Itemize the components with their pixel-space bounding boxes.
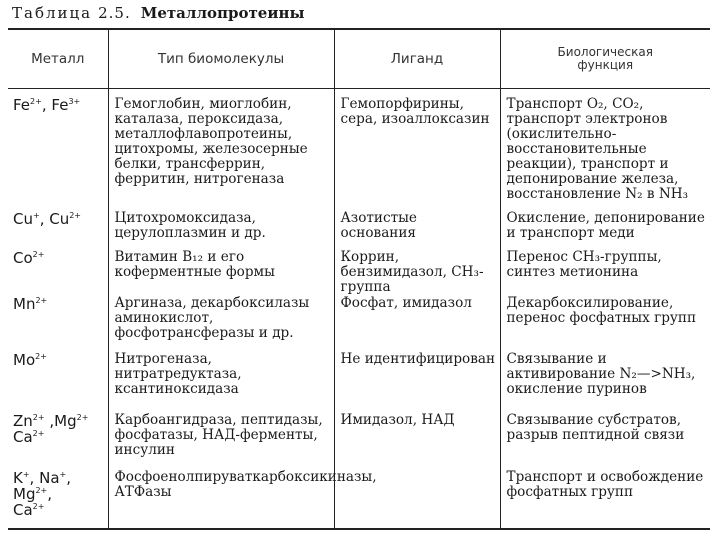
metal-charge: 2+ [35, 486, 48, 495]
metal-charge: 2+ [69, 211, 82, 220]
cell-biomolecule: Фосфоенолпируваткарбоксикиназы, АТФазы [108, 469, 334, 529]
cell-biomolecule: Аргиназа, декарбоксилазы аминокислот, фосфотрансферазы и др. [108, 295, 334, 351]
metal-symbol: Cu [49, 210, 70, 228]
header-row [8, 29, 710, 89]
metal-separator: , [66, 469, 71, 487]
metal-charge: 2+ [32, 250, 45, 259]
metal-symbol: Mg [13, 485, 36, 503]
cell-biomolecule: Нитрогеназа, нитратредуктаза, ксантиноксидаза [108, 351, 334, 412]
cell-function: Транспорт и освобождение фосфатных групп [500, 469, 710, 529]
metal-charge: 2+ [32, 502, 45, 511]
metal-symbol: Mg [54, 412, 77, 430]
metal-symbol: Fe [51, 96, 69, 114]
metal-symbol: Zn [13, 412, 33, 430]
cell-ligand: Азотистые основания [334, 210, 500, 249]
metal-charge: 2+ [35, 296, 48, 305]
cell-function: Связывание субстратов, разрыв пептидной связи [500, 412, 710, 469]
metal-symbol: Mn [13, 295, 36, 313]
metal-ion [49, 210, 81, 228]
metal-ion [51, 96, 80, 114]
cell-ligand: Имидазол, НАД [334, 412, 500, 469]
cell-function: Декарбоксилирование, перенос фосфатных групп [500, 295, 710, 351]
cell-metal [8, 89, 108, 211]
cell-function: Окисление, депонирование и транспорт меди [500, 210, 710, 249]
cell-ligand: Гемопорфирины, сера, изоаллоксазин [334, 89, 500, 211]
metal-ion [13, 295, 47, 313]
metal-charge: 2+ [76, 413, 89, 422]
metal-ion [13, 249, 44, 267]
cell-metal [8, 469, 108, 529]
metal-symbol: Cu [13, 210, 33, 228]
metal-charge: 3+ [68, 97, 81, 106]
header-metal: Металл [8, 29, 108, 89]
caption-prefix: Таблица [12, 4, 93, 22]
table-row [8, 469, 710, 529]
metal-charge: 2+ [32, 413, 45, 422]
cell-function: Транспорт О₂, СО₂, транспорт электронов (окислительно-восстановительные реакции), транспорт и депонирование железа, восстановление N₂ в NH₃ [500, 89, 710, 211]
header-biomolecule-type: Тип биомолекулы [108, 29, 334, 89]
cell-metal [8, 412, 108, 469]
table-row [8, 412, 710, 469]
metal-separator: , [41, 96, 52, 114]
metal-symbol: Fe [13, 96, 31, 114]
cell-ligand: Не идентифицирован [334, 351, 500, 412]
cell-biomolecule: Гемоглобин, миоглобин, каталаза, пероксидаза, металлофлавопротеины, цитохромы, железосерные белки, трансферрин, ферритин, нитрогеназа [108, 89, 334, 211]
cell-biomolecule: Витамин В₁₂ и его коферментные формы [108, 249, 334, 295]
metal-charge: + [59, 470, 67, 479]
metal-ion [13, 351, 47, 369]
metal-ion [54, 412, 88, 430]
table-caption [12, 4, 305, 22]
metal-separator: , [29, 469, 40, 487]
cell-function: Связывание и активирование N₂—>NH₃, окисление пуринов [500, 351, 710, 412]
metal-charge: + [22, 470, 30, 479]
metal-ion [13, 210, 49, 228]
cell-biomolecule: Карбоангидраза, пептидазы, фосфатазы, НАД-ферменты, инсулин [108, 412, 334, 469]
metalloprotein-table [8, 28, 710, 530]
table-row [8, 295, 710, 351]
metal-charge: 2+ [35, 352, 47, 361]
metal-ion [13, 501, 44, 519]
metal-symbol: Ca [13, 428, 33, 446]
cell-metal [8, 295, 108, 351]
header-function [500, 29, 710, 89]
metal-ion [13, 96, 51, 114]
table-row [8, 249, 710, 295]
table-row [8, 351, 710, 412]
metal-symbol: Mo [13, 351, 36, 369]
metal-separator: , [47, 485, 53, 503]
caption-number: 2.5. [98, 4, 131, 22]
metal-symbol: Co [13, 249, 33, 267]
header-function-line2: функция [577, 58, 634, 72]
cell-metal [8, 351, 108, 412]
cell-metal [8, 249, 108, 295]
metal-ion [13, 428, 44, 446]
metal-symbol: Ca [13, 501, 33, 519]
table-row [8, 89, 710, 211]
metal-charge: 2+ [32, 429, 45, 438]
cell-function: Перенос СН₃-группы, синтез метионина [500, 249, 710, 295]
caption-title: Металлопротеины [140, 4, 305, 22]
header-ligand: Лиганд [334, 29, 500, 89]
header-function-line1: Биологическая [557, 45, 653, 59]
metal-separator: , [39, 210, 50, 228]
metal-symbol: K [13, 469, 23, 487]
cell-metal [8, 210, 108, 249]
cell-ligand: Фосфат, имидазол [334, 295, 500, 351]
metal-symbol: Na [39, 469, 60, 487]
cell-biomolecule: Цитохромоксидаза, церулоплазмин и др. [108, 210, 334, 249]
metal-separator: , [44, 412, 55, 430]
metal-charge: 2+ [30, 97, 42, 106]
metal-charge: + [32, 211, 40, 220]
table-row [8, 210, 710, 249]
cell-ligand: Коррин, бензимидазол, СН₃-группа [334, 249, 500, 295]
